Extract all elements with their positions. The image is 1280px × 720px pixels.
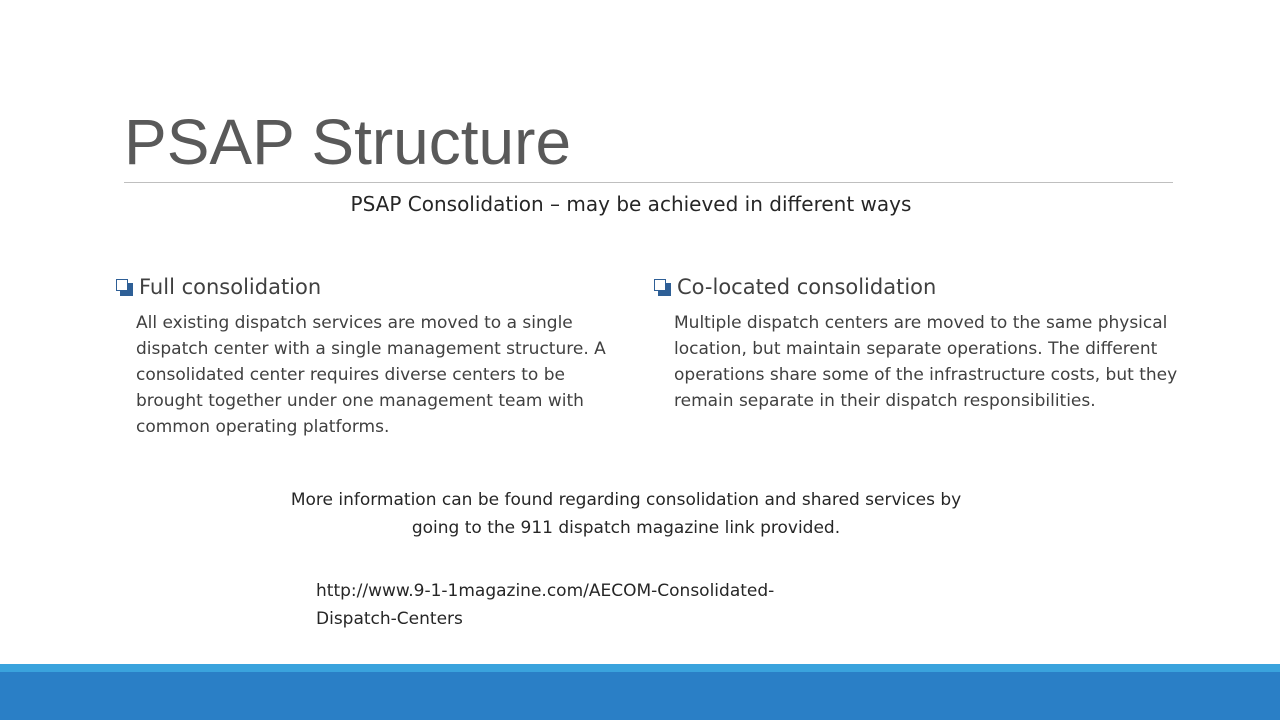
co-located-consolidation-label: Co-located consolidation bbox=[677, 275, 937, 299]
full-consolidation-heading bbox=[116, 272, 636, 302]
more-info-line-1: More information can be found regarding consolidation and shared services by bbox=[290, 490, 962, 510]
more-info-line-2: going to the 911 dispatch magazine link provided. bbox=[411, 518, 841, 538]
slide-subtitle: PSAP Consolidation – may be achieved in different ways bbox=[350, 192, 912, 216]
footer-bar bbox=[0, 664, 1280, 720]
co-located-consolidation-section bbox=[654, 272, 1184, 414]
checkbox-square-icon bbox=[654, 279, 671, 296]
co-located-consolidation-description: Multiple dispatch centers are moved to the same physical location, but maintain separate operations. The different operations share some of the infrastructure costs, but they remain separate in their dispatch responsibilities. bbox=[674, 313, 1178, 411]
magazine-link-line-1[interactable]: http://www.9-1-1magazine.com/AECOM-Consolidated- bbox=[316, 581, 775, 601]
full-consolidation-description: All existing dispatch services are moved to a single dispatch center with a single management structure. A consolidated center requires diverse centers to be brought together under one management team with common operating platforms. bbox=[136, 313, 606, 437]
title-divider bbox=[124, 182, 1173, 183]
full-consolidation-section bbox=[116, 272, 636, 440]
more-info-text bbox=[226, 486, 1026, 542]
full-consolidation-label: Full consolidation bbox=[139, 275, 322, 299]
slide-title: PSAP Structure bbox=[124, 106, 572, 178]
magazine-link-line-2[interactable]: Dispatch-Centers bbox=[316, 609, 463, 629]
magazine-link[interactable] bbox=[316, 577, 876, 633]
co-located-consolidation-heading bbox=[654, 272, 1184, 302]
checkbox-square-icon bbox=[116, 279, 133, 296]
